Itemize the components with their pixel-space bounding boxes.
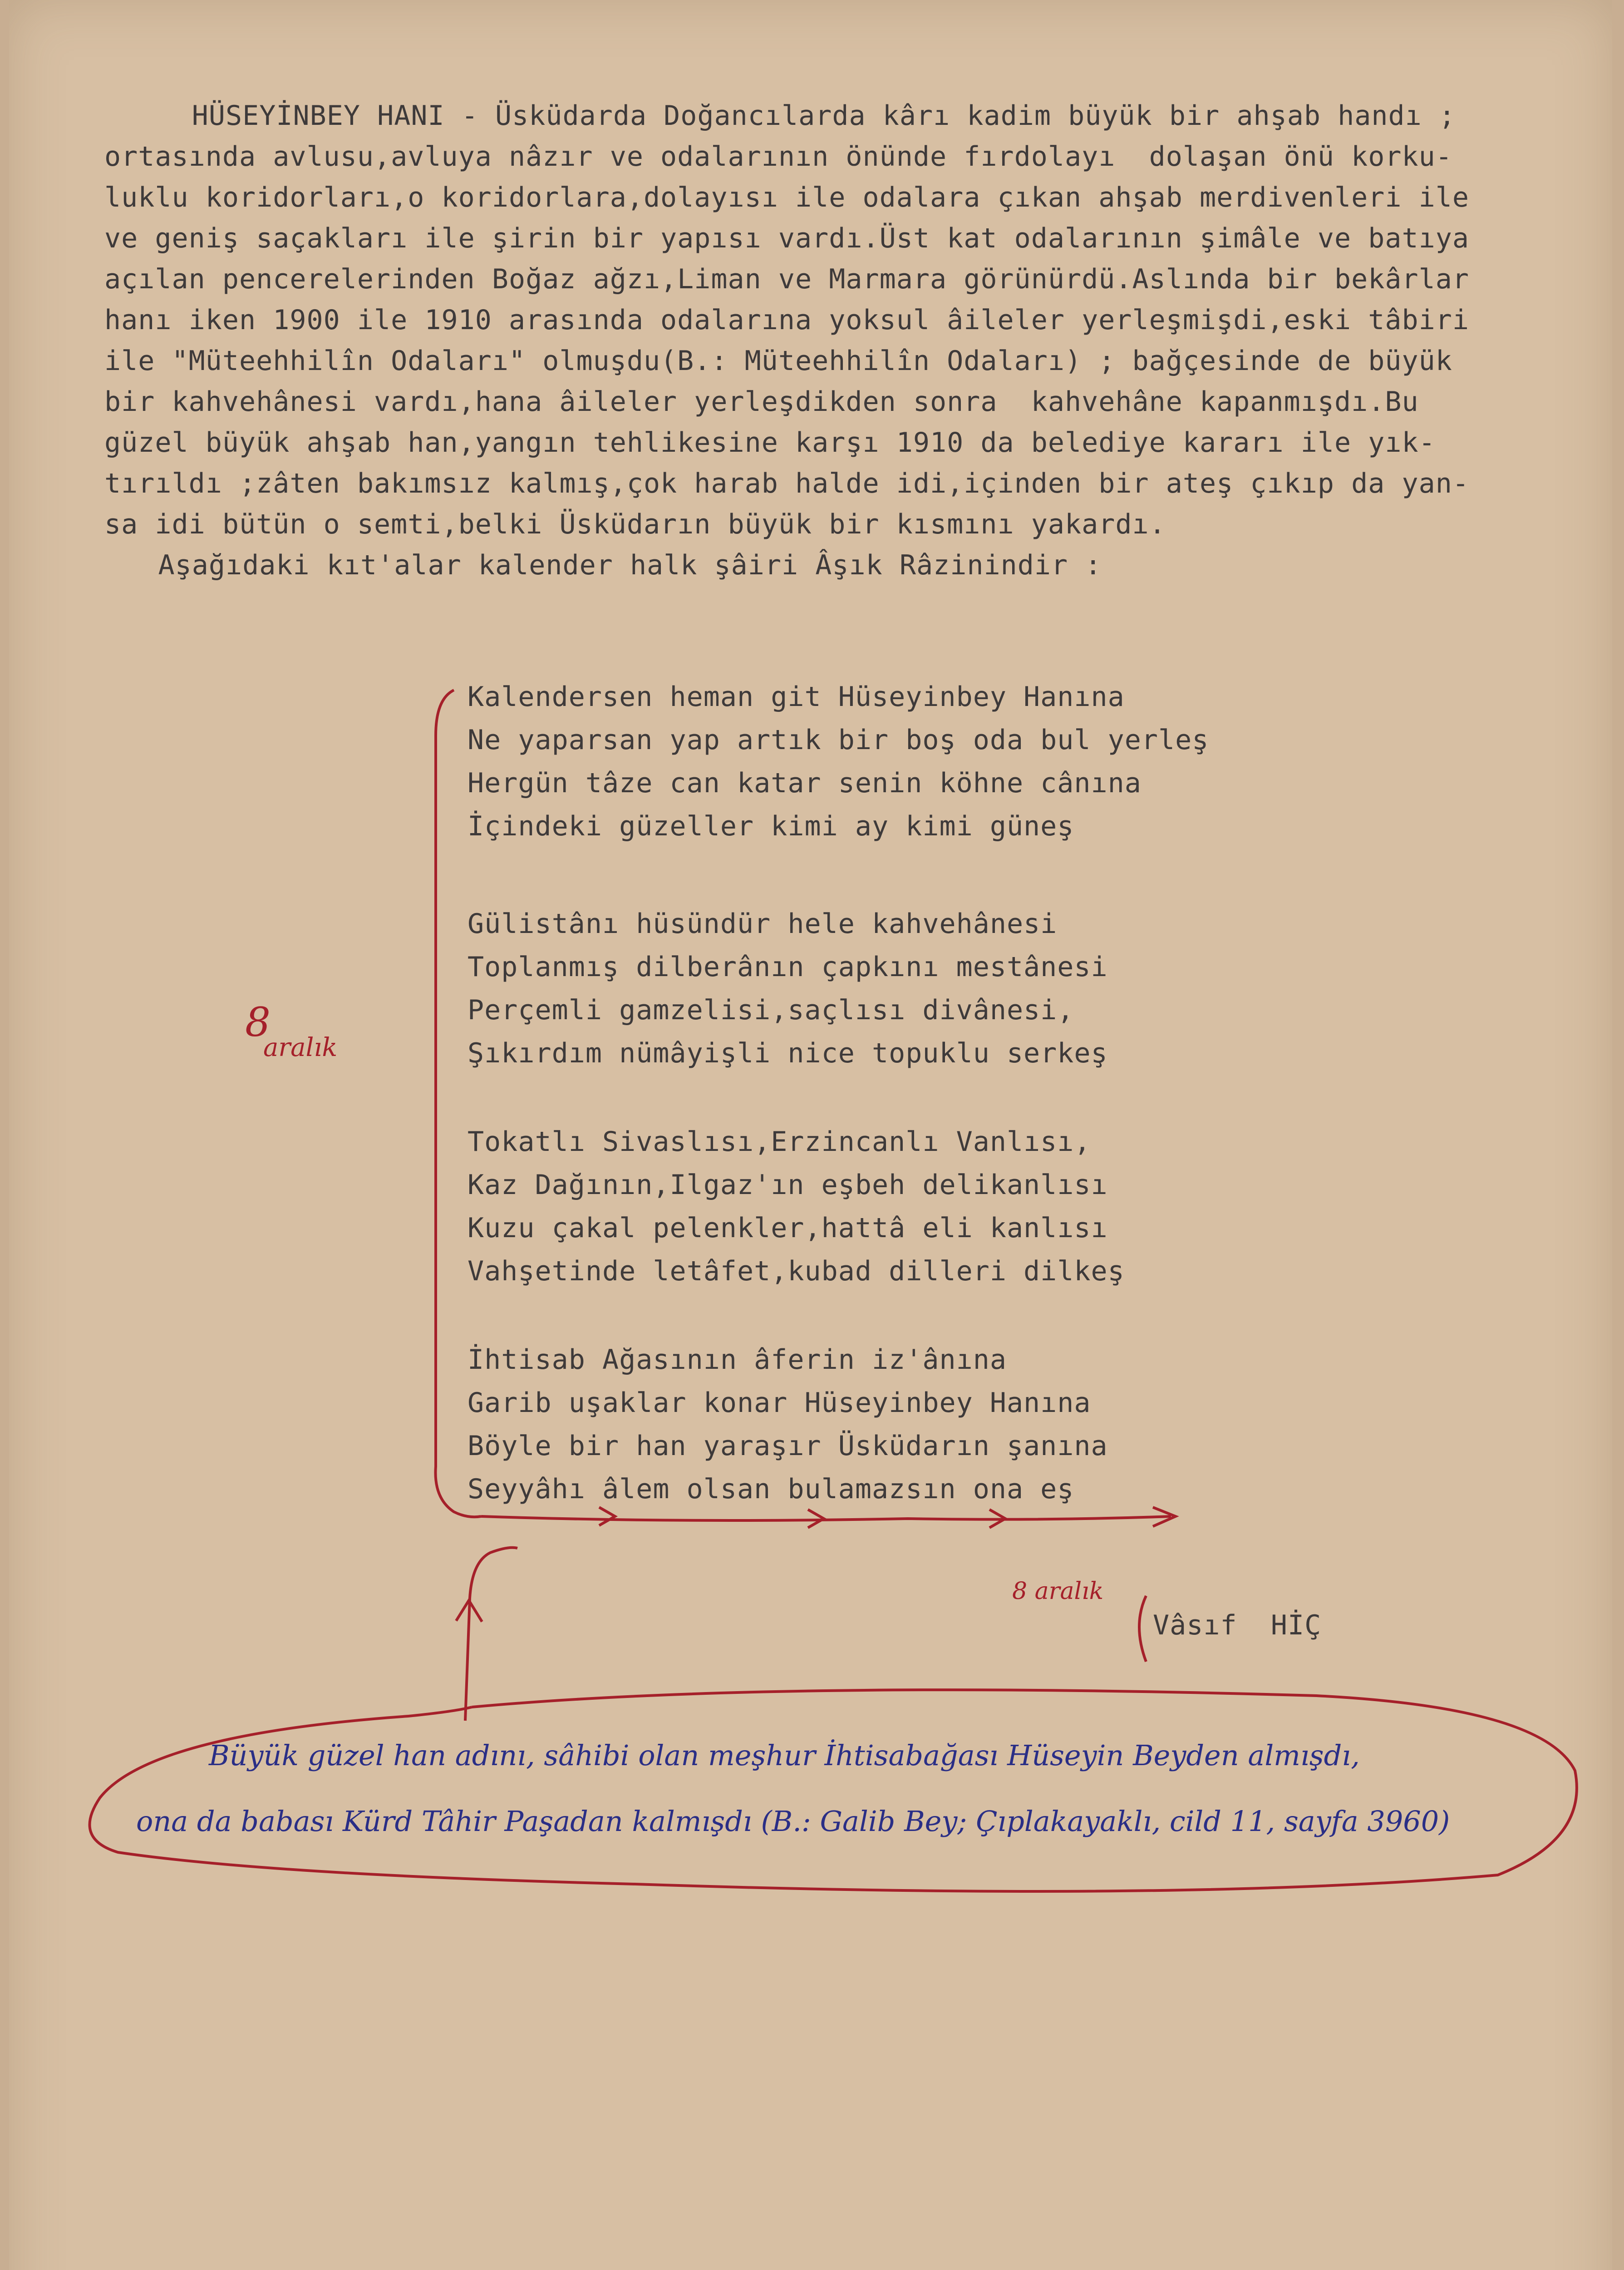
arrow-head [599, 1507, 615, 1525]
poem-line: Garib uşaklar konar Hüseyinbey Hanına [468, 1387, 1091, 1419]
poem-line: Kaz Dağının,Ilgaz'ın eşbeh delikanlısı [468, 1169, 1108, 1201]
poem-line: Ne yaparsan yap artık bir boş oda bul yerleş [468, 724, 1209, 756]
margin-word: aralık [263, 1033, 338, 1062]
paragraph-line: tırıldı ;zâten bakımsız kalmış,çok harab halde idi,içinden bir ateş çıkıp da yan- [104, 468, 1469, 499]
paragraph-line: luklu koridorları,o koridorlara,dolayısı ile odalara çıkan ahşab merdivenleri ile [104, 182, 1469, 213]
poem-line: İçindeki güzeller kimi ay kimi güneş [468, 810, 1074, 842]
poem-bracket [436, 690, 482, 1517]
paragraph-line: ve geniş saçakları ile şirin bir yapısı vardı.Üst kat odalarının şimâle ve batıya [104, 222, 1469, 254]
paragraph-line: hanı iken 1900 ile 1910 arasında odalarına yoksul âileler yerleşmişdi,eski tâbiri [104, 304, 1469, 336]
paragraph-line: HÜSEYİNBEY HANI - Üsküdarda Doğancılarda kârı kadim büyük bir ahşab handı ; [91, 100, 1456, 132]
poem-line: İhtisab Ağasının âferin iz'ânına [468, 1344, 1007, 1376]
poem-line: Tokatlı Sivaslısı,Erzincanlı Vanlısı, [468, 1126, 1091, 1158]
footnote-loop [90, 1690, 1577, 1891]
paragraph-line: sa idi bütün o semti,belki Üsküdarın büyük bir kısmını yakardı. [104, 508, 1166, 540]
footnote-line: Büyük güzel han adını, sâhibi olan meşhur İhtisabağası Hüseyin Beyden almışdı, [209, 1739, 1360, 1772]
poem-line: Kalendersen heman git Hüseyinbey Hanına [468, 681, 1125, 713]
poem-line: Hergün tâze can katar senin köhne cânına [468, 767, 1142, 799]
poem-line: Gülistânı hüsündür hele kahvehânesi [468, 908, 1058, 940]
poem-line: Kuzu çakal pelenkler,hattâ eli kanlısı [468, 1212, 1108, 1244]
arrow-stem [465, 1548, 517, 1721]
paragraph-line: güzel büyük ahşab han,yangın tehlikesine karşı 1910 da belediye kararı ile yık- [104, 427, 1436, 459]
poem-line: Perçemli gamzelisi,saçlısı divânesi, [468, 994, 1074, 1026]
paragraph-line: ortasında avlusu,avluya nâzır ve odalarının önünde fırdolayı dolaşan önü korku- [104, 141, 1452, 173]
poem-line: Vahşetinde letâfet,kubad dilleri dilkeş [468, 1255, 1125, 1287]
margin-number: 8 [245, 999, 271, 1046]
footnote-line: ona da babası Kürd Tâhir Paşadan kalmışdı (B.: Galib Bey; Çıplakayaklı, cild 11, sayfa 3960) [136, 1805, 1450, 1838]
paragraph-line: Aşağıdaki kıt'alar kalender halk şâiri Âşık Râzinindir : [91, 549, 1102, 581]
paragraph-line: açılan pencerelerinden Boğaz ağzı,Liman ve Marmara görünürdü.Aslında bir bekârlar [104, 263, 1469, 295]
poem-line: Şıkırdım nümâyişli nice topuklu serkeş [468, 1037, 1108, 1069]
signature-bracket [1139, 1596, 1146, 1662]
poem-line: Seyyâhı âlem olsan bulamazsın ona eş [468, 1473, 1074, 1505]
mid-note: 8 aralık [1012, 1578, 1104, 1605]
paragraph-line: ile "Müteehhilîn Odaları" olmuşdu(B.: Müteehhilîn Odaları) ; bağçesinde de büyük [104, 345, 1452, 377]
arrow-head [808, 1510, 824, 1528]
paragraph-line: bir kahvehânesi vardı,hana âileler yerleşdikden sonra kahvehâne kapanmışdı.Bu [104, 386, 1419, 418]
poem-line: Toplanmış dilberânın çapkını mestânesi [468, 951, 1108, 983]
poem-line: Böyle bir han yaraşır Üsküdarın şanına [468, 1430, 1108, 1462]
signature: Vâsıf HİÇ [1153, 1609, 1322, 1641]
